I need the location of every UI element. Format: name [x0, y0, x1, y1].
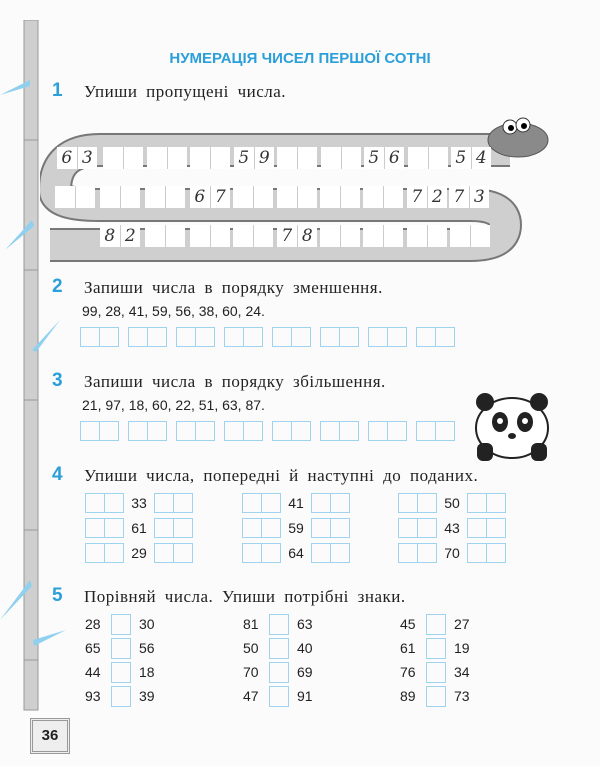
digit-box[interactable] — [277, 186, 297, 208]
digit-box[interactable] — [427, 225, 448, 247]
snake-cell[interactable] — [233, 225, 273, 247]
digit-box[interactable] — [167, 147, 188, 169]
snake-cell[interactable] — [407, 225, 447, 247]
compare-row — [400, 638, 470, 658]
digit-box[interactable] — [320, 186, 340, 208]
digit-box[interactable] — [407, 225, 427, 247]
task-text: Упиши пропущені числа. — [84, 82, 287, 101]
left-number: 70 — [243, 664, 259, 680]
digit-box[interactable] — [277, 147, 297, 169]
compare-column — [85, 614, 155, 710]
snake-cell[interactable] — [190, 225, 230, 247]
number-list: 21, 97, 18, 60, 22, 51, 63, 87. — [82, 397, 265, 413]
sign-box[interactable] — [426, 614, 446, 635]
digit-box[interactable] — [165, 186, 186, 208]
snake-cell[interactable] — [147, 147, 187, 169]
compare-row — [85, 614, 155, 634]
digit-box[interactable] — [190, 225, 210, 247]
answer-box[interactable] — [85, 543, 124, 563]
digit-box: 7 — [453, 187, 465, 207]
given-number: 61 — [131, 520, 147, 536]
answer-box[interactable] — [85, 493, 124, 513]
digit-box: 4 — [471, 147, 492, 169]
task-text: Упиши числа, попередні й наступні до поданих. — [84, 466, 479, 485]
compare-column — [400, 614, 470, 710]
given-number: 41 — [288, 495, 304, 511]
left-number: 28 — [85, 616, 101, 632]
task-text: Запиши числа в порядку збільшення. — [84, 372, 386, 391]
left-number: 44 — [85, 664, 101, 680]
given-number: 70 — [444, 545, 460, 561]
digit-box[interactable] — [55, 186, 75, 208]
compare-row — [243, 686, 313, 706]
snake-cell[interactable] — [363, 225, 403, 247]
given-number: 33 — [131, 495, 147, 511]
task-text: Запиши числа в порядку зменшення. — [84, 278, 383, 297]
digit-box: 2 — [427, 186, 448, 208]
digit-box[interactable] — [145, 225, 165, 247]
snake-cell[interactable] — [145, 186, 185, 208]
page-number: 36 — [30, 718, 70, 754]
digit-box[interactable] — [210, 147, 231, 169]
digit-box: 7 — [210, 186, 231, 208]
given-number: 43 — [444, 520, 460, 536]
digit-box[interactable] — [297, 186, 318, 208]
digit-box[interactable] — [363, 186, 383, 208]
sign-box[interactable] — [269, 614, 289, 635]
neighbors-column — [242, 493, 350, 568]
digit-box[interactable] — [428, 147, 449, 169]
digit-box[interactable] — [321, 147, 341, 169]
neighbors-row — [242, 543, 350, 563]
neighbors-row — [242, 518, 350, 538]
snake-cell — [407, 186, 447, 208]
left-number: 47 — [243, 688, 259, 704]
digit-box[interactable] — [340, 186, 361, 208]
task-number: 2 — [52, 276, 63, 297]
neighbors-row — [85, 493, 193, 513]
answer-box[interactable] — [242, 493, 281, 513]
snake-cell[interactable] — [320, 186, 360, 208]
left-number: 65 — [85, 640, 101, 656]
right-number: 34 — [454, 664, 470, 680]
digit-box[interactable] — [147, 147, 167, 169]
answer-box[interactable] — [154, 493, 193, 513]
digit-box: 3 — [469, 186, 490, 208]
answer-box[interactable] — [242, 543, 281, 563]
digit-box[interactable] — [103, 147, 123, 169]
right-number: 39 — [139, 688, 155, 704]
compare-row — [85, 686, 155, 706]
digit-box[interactable] — [190, 147, 210, 169]
sign-box[interactable] — [269, 686, 289, 707]
digit-box: 6 — [61, 148, 73, 168]
given-number: 50 — [444, 495, 460, 511]
answer-box[interactable] — [398, 543, 437, 563]
digit-box: 6 — [384, 147, 405, 169]
left-number: 50 — [243, 640, 259, 656]
answer-box[interactable] — [467, 543, 506, 563]
digit-box[interactable] — [145, 186, 165, 208]
left-number: 61 — [400, 640, 416, 656]
snake-cell[interactable] — [55, 186, 95, 208]
digit-box: 7 — [411, 187, 423, 207]
left-number: 93 — [85, 688, 101, 704]
left-number: 81 — [243, 616, 259, 632]
left-number: 89 — [400, 688, 416, 704]
digit-box[interactable] — [450, 225, 470, 247]
task-number: 5 — [52, 585, 63, 606]
snake-cell — [451, 147, 491, 169]
snake-cell[interactable] — [363, 186, 403, 208]
panda-illustration-icon — [465, 388, 560, 463]
right-number: 73 — [454, 688, 470, 704]
digit-box[interactable] — [123, 147, 144, 169]
given-number: 59 — [288, 520, 304, 536]
answer-box[interactable] — [398, 493, 437, 513]
snake-cell[interactable] — [190, 147, 230, 169]
task-text: Порівняй числа. Упиши потрібні знаки. — [84, 587, 406, 606]
digit-box: 7 — [281, 226, 293, 246]
snake-cell — [234, 147, 274, 169]
right-number: 27 — [454, 616, 470, 632]
digit-box[interactable] — [210, 225, 231, 247]
snake-cell — [100, 225, 140, 247]
right-number: 69 — [297, 664, 313, 680]
task-number: 4 — [52, 464, 63, 485]
digit-box[interactable] — [165, 225, 186, 247]
snake-cell[interactable] — [103, 147, 143, 169]
neighbors-row — [398, 493, 506, 513]
sign-box[interactable] — [426, 638, 446, 659]
neighbors-row — [85, 543, 193, 563]
neighbors-row — [242, 493, 350, 513]
digit-box[interactable] — [341, 147, 362, 169]
snake-cell[interactable] — [100, 186, 140, 208]
snake-cell[interactable] — [145, 225, 185, 247]
digit-box[interactable] — [253, 225, 274, 247]
digit-box[interactable] — [383, 186, 404, 208]
number-list: 99, 28, 41, 59, 56, 38, 60, 24. — [82, 303, 265, 319]
digit-box: 5 — [455, 148, 467, 168]
sign-box[interactable] — [426, 686, 446, 707]
digit-box[interactable] — [233, 186, 253, 208]
right-number: 19 — [454, 640, 470, 656]
digit-box[interactable] — [363, 225, 383, 247]
answer-box[interactable] — [311, 493, 350, 513]
snake-cell — [449, 186, 489, 208]
neighbors-column — [398, 493, 506, 568]
digit-box[interactable] — [408, 147, 428, 169]
digit-box[interactable] — [120, 186, 141, 208]
sign-box[interactable] — [111, 614, 131, 635]
left-number: 45 — [400, 616, 416, 632]
snake-cell[interactable] — [277, 186, 317, 208]
digit-box[interactable] — [383, 225, 404, 247]
right-number: 40 — [297, 640, 313, 656]
answer-boxes[interactable] — [80, 327, 464, 347]
snake-cell[interactable] — [408, 147, 448, 169]
digit-box[interactable] — [340, 225, 361, 247]
sign-box[interactable] — [269, 638, 289, 659]
answer-box[interactable] — [154, 518, 193, 538]
digit-box[interactable] — [75, 186, 96, 208]
sign-box[interactable] — [269, 662, 289, 683]
digit-box: 9 — [254, 147, 275, 169]
snake-cell — [277, 225, 317, 247]
neighbors-row — [398, 543, 506, 563]
digit-box[interactable] — [100, 186, 120, 208]
digit-box[interactable] — [470, 225, 491, 247]
answer-box[interactable] — [467, 518, 506, 538]
neighbors-column — [85, 493, 193, 568]
answer-box[interactable] — [242, 518, 281, 538]
compare-row — [85, 638, 155, 658]
sign-box[interactable] — [111, 662, 131, 683]
sign-box[interactable] — [111, 638, 131, 659]
compare-row — [243, 614, 313, 634]
snake-cell[interactable] — [450, 225, 490, 247]
answer-box[interactable] — [467, 493, 506, 513]
given-number: 29 — [131, 545, 147, 561]
answer-boxes[interactable] — [80, 421, 464, 441]
answer-box[interactable] — [85, 518, 124, 538]
given-number: 64 — [288, 545, 304, 561]
right-number: 30 — [139, 616, 155, 632]
digit-box[interactable] — [297, 147, 318, 169]
snake-cell — [190, 186, 230, 208]
neighbors-row — [398, 518, 506, 538]
answer-box[interactable] — [398, 518, 437, 538]
right-number: 63 — [297, 616, 313, 632]
digit-box: 5 — [368, 148, 380, 168]
snake-cell[interactable] — [277, 147, 317, 169]
snake-cell — [364, 147, 404, 169]
snake-cell[interactable] — [321, 147, 361, 169]
right-number: 18 — [139, 664, 155, 680]
compare-row — [243, 638, 313, 658]
compare-row — [85, 662, 155, 682]
compare-row — [400, 686, 470, 706]
answer-box[interactable] — [311, 518, 350, 538]
snake-cell[interactable] — [320, 225, 360, 247]
compare-row — [400, 662, 470, 682]
digit-box: 8 — [104, 226, 116, 246]
compare-row — [243, 662, 313, 682]
digit-box[interactable] — [320, 225, 340, 247]
task-number: 3 — [52, 370, 63, 391]
snake-cell[interactable] — [233, 186, 273, 208]
right-number: 56 — [139, 640, 155, 656]
page-title: НУМЕРАЦІЯ ЧИСЕЛ ПЕРШОЇ СОТНІ — [169, 50, 431, 67]
sign-box[interactable] — [426, 662, 446, 683]
neighbors-row — [85, 518, 193, 538]
snake-cell — [57, 147, 97, 169]
digit-box: 8 — [297, 225, 318, 247]
digit-box: 3 — [77, 147, 98, 169]
answer-box[interactable] — [154, 543, 193, 563]
compare-column — [243, 614, 313, 710]
digit-box: 2 — [120, 225, 141, 247]
left-number: 76 — [400, 664, 416, 680]
digit-box: 5 — [238, 148, 250, 168]
digit-box: 6 — [194, 187, 206, 207]
right-number: 91 — [297, 688, 313, 704]
digit-box[interactable] — [253, 186, 274, 208]
answer-box[interactable] — [311, 543, 350, 563]
sign-box[interactable] — [111, 686, 131, 707]
task-number: 1 — [52, 80, 63, 101]
digit-box[interactable] — [233, 225, 253, 247]
compare-row — [400, 614, 470, 634]
